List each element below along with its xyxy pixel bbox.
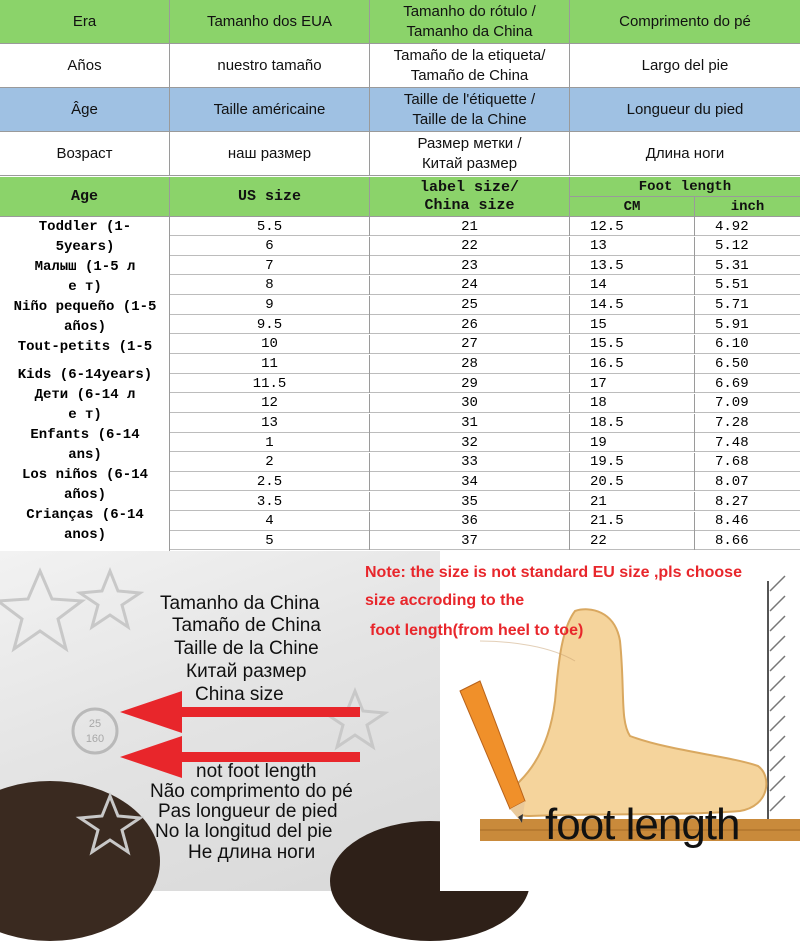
age-line: Crianças (6-14 — [26, 507, 144, 523]
not-foot-length-label: not foot length — [196, 761, 317, 782]
header-cell: Tamaño de la etiqueta/ Tamaño de China — [370, 44, 570, 87]
us-size-cell: 12 — [170, 394, 370, 413]
not-foot-length-label: Pas longueur de pied — [158, 801, 338, 822]
china-size-cell: 27 — [370, 335, 570, 354]
table-row — [170, 276, 800, 295]
not-foot-length-label: Не длина ноги — [188, 842, 316, 863]
age-line: Kids (6-14years) — [17, 367, 153, 383]
foot-cm-cell: 18.5 — [570, 414, 695, 433]
header-cell: Años — [0, 44, 170, 87]
not-foot-length-label: Não comprimento do pé — [150, 781, 353, 802]
china-size-cell: 33 — [370, 453, 570, 472]
us-size-cell: 4 — [170, 512, 370, 531]
age-line: Enfants (6-14 — [30, 427, 140, 443]
us-size-cell: 9 — [170, 296, 370, 315]
table-row — [170, 472, 800, 491]
foot-cm-cell: 20.5 — [570, 472, 695, 491]
china-size-cell: 37 — [370, 531, 570, 550]
china-size-label: Tamanho da China — [160, 593, 320, 614]
star-icon — [80, 571, 140, 627]
language-header-row — [0, 0, 800, 44]
us-size-cell: 1 — [170, 433, 370, 452]
not-foot-length-label: No la longitud del pie — [155, 821, 333, 842]
foot-inch-cell: 8.66 — [715, 532, 749, 549]
us-size-cell: 3.5 — [170, 492, 370, 511]
table-row — [170, 237, 800, 256]
foot-inch-cell: 5.31 — [715, 257, 749, 274]
language-header-row — [0, 88, 800, 132]
foot-cm-cell: 12.5 — [570, 217, 695, 236]
table-row — [170, 315, 800, 334]
size-note-line1: Note: the size is not standard EU size ,pls choose — [365, 564, 742, 581]
table-row — [170, 492, 800, 511]
language-header-row — [0, 132, 800, 176]
table-row — [170, 217, 800, 236]
pencil-icon — [460, 681, 525, 823]
header-cell: Taille de l'étiquette / Taille de la Chine — [370, 88, 570, 131]
foot-inch-cell: 6.50 — [715, 356, 749, 373]
china-size-cell: 28 — [370, 355, 570, 374]
china-size-label: Китай размер — [186, 661, 307, 682]
china-size-label: China size — [195, 684, 284, 705]
foot-inch-cell: 7.28 — [715, 415, 749, 431]
foot-inch-cell: 5.71 — [715, 297, 749, 314]
age-line: е т) — [68, 407, 102, 423]
us-size-cell: 10 — [170, 335, 370, 354]
foot-inch-cell: 6.69 — [715, 375, 749, 392]
foot-inch-cell: 7.48 — [715, 434, 749, 451]
us-size-cell: 7 — [170, 256, 370, 275]
cm-header: CM — [570, 197, 695, 216]
us-size-cell: 6 — [170, 237, 370, 256]
size-note-line3: foot length(from heel to toe) — [370, 622, 584, 639]
table-row — [170, 433, 800, 452]
table-row — [170, 296, 800, 315]
foot-inch-cell: 7.09 — [715, 395, 749, 412]
foot-inch-cell: 6.10 — [715, 336, 749, 353]
age-line: Tout-petits (1-5 — [17, 339, 153, 355]
age-line: Малыш (1-5 л — [34, 259, 136, 275]
foot-inch-cell: 8.46 — [715, 513, 749, 530]
table-row — [170, 394, 800, 413]
china-size-cell: 31 — [370, 414, 570, 433]
age-line: años) — [63, 319, 106, 335]
china-size-cell: 30 — [370, 394, 570, 413]
age-line: Дети (6-14 л — [34, 387, 136, 403]
inch-header: inch — [730, 198, 765, 215]
china-size-cell: 24 — [370, 276, 570, 295]
age-line: anos) — [63, 527, 106, 543]
china-size-cell: 22 — [370, 237, 570, 256]
foot-cm-cell: 21.5 — [570, 512, 695, 531]
foot-cm-cell: 22 — [570, 531, 695, 550]
foot-cm-cell: 13.5 — [570, 256, 695, 275]
table-row — [170, 531, 800, 550]
china-size-label: Taille de la Chine — [174, 638, 319, 659]
foot-inch-cell: 7.68 — [715, 454, 749, 471]
us-size-cell: 2 — [170, 453, 370, 472]
age-column — [0, 217, 170, 551]
table-row — [170, 335, 800, 354]
header-cell: Comprimento do pé — [619, 12, 751, 30]
foot-cm-cell: 19 — [570, 433, 695, 452]
us-size-cell: 2.5 — [170, 472, 370, 491]
age-line: años) — [63, 487, 106, 503]
us-size-cell: 11 — [170, 355, 370, 374]
table-row — [170, 453, 800, 472]
header-cell: Tamanho dos EUA — [170, 0, 370, 43]
foot-inch-cell: 8.27 — [715, 493, 749, 510]
age-header: Age — [0, 177, 170, 216]
us-size-cell: 5 — [170, 531, 370, 550]
us-size-cell: 11.5 — [170, 374, 370, 393]
china-size-cell: 34 — [370, 472, 570, 491]
age-line: ans) — [68, 447, 102, 463]
table-row — [170, 256, 800, 275]
size-stamp-icon — [73, 709, 117, 753]
china-size-cell: 36 — [370, 512, 570, 531]
age-line: Niño pequeño (1-5 — [13, 299, 157, 315]
table-row — [170, 355, 800, 374]
foot-inch-cell: 5.91 — [715, 316, 749, 333]
china-size-cell: 35 — [370, 492, 570, 511]
china-size-cell: 32 — [370, 433, 570, 452]
foot-cm-cell: 19.5 — [570, 453, 695, 472]
star-icon — [0, 571, 82, 649]
language-header-row — [0, 44, 800, 88]
header-cell: Размер метки / Китай размер — [370, 132, 570, 175]
header-cell: Tamanho do rótulo / Tamanho da China — [370, 0, 570, 43]
us-size-header: US size — [170, 177, 370, 216]
age-line: Los niños (6-14 — [21, 467, 149, 483]
foot-cm-cell: 18 — [570, 394, 695, 413]
header-cell: Taille américaine — [170, 88, 370, 131]
foot-cm-cell: 14.5 — [570, 296, 695, 315]
us-size-cell: 5.5 — [170, 217, 370, 236]
header-cell: Âge — [0, 88, 170, 131]
foot-inch-cell: 8.07 — [715, 473, 749, 490]
foot-cm-cell: 14 — [570, 276, 695, 295]
china-size-cell: 25 — [370, 296, 570, 315]
foot-length-header: Foot length — [570, 177, 800, 197]
table-row — [170, 512, 800, 531]
foot-length-header-group — [570, 177, 800, 216]
foot-cm-cell: 15 — [570, 315, 695, 334]
header-cell: Era — [0, 0, 170, 43]
header-cell: Возраст — [0, 132, 170, 175]
china-size-cell: 23 — [370, 256, 570, 275]
foot-length-caption: foot length — [545, 800, 740, 849]
age-line: е т) — [68, 279, 102, 295]
unit-header-row — [570, 197, 800, 216]
svg-text:160: 160 — [85, 733, 105, 745]
age-line: Toddler (1- — [38, 219, 132, 235]
foot-cm-cell: 17 — [570, 374, 695, 393]
us-size-cell: 13 — [170, 414, 370, 433]
size-rows-area — [0, 217, 800, 551]
star-icon — [80, 796, 140, 852]
header-cell: наш размер — [170, 132, 370, 175]
china-size-label: Tamaño de China — [172, 615, 321, 636]
us-size-cell: 9.5 — [170, 315, 370, 334]
us-size-cell: 8 — [170, 276, 370, 295]
foot-cm-cell: 16.5 — [570, 355, 695, 374]
china-size-cell: 21 — [370, 217, 570, 236]
age-line: 5years) — [55, 239, 115, 255]
header-cell: Largo del pie — [641, 56, 729, 74]
foot-inch-cell: 5.51 — [715, 277, 749, 294]
header-cell: Longueur du pied — [626, 100, 744, 118]
china-size-cell: 29 — [370, 374, 570, 393]
foot-cm-cell: 13 — [570, 237, 695, 256]
foot-cm-cell: 21 — [570, 492, 695, 511]
china-size-cell: 26 — [370, 315, 570, 334]
table-row — [170, 374, 800, 393]
header-cell: Длина ноги — [645, 144, 725, 162]
star-icon — [325, 691, 385, 747]
foot-inch-cell: 5.12 — [715, 238, 749, 255]
header-cell: nuestro tamaño — [170, 44, 370, 87]
label-size-header: label size/ China size — [370, 177, 570, 216]
foot-inch-cell: 4.92 — [715, 218, 749, 235]
svg-text:25: 25 — [88, 718, 102, 730]
english-header-row — [0, 177, 800, 217]
foot-cm-cell: 15.5 — [570, 335, 695, 354]
size-note-line2: size accroding to the — [365, 592, 525, 609]
table-row — [170, 414, 800, 433]
